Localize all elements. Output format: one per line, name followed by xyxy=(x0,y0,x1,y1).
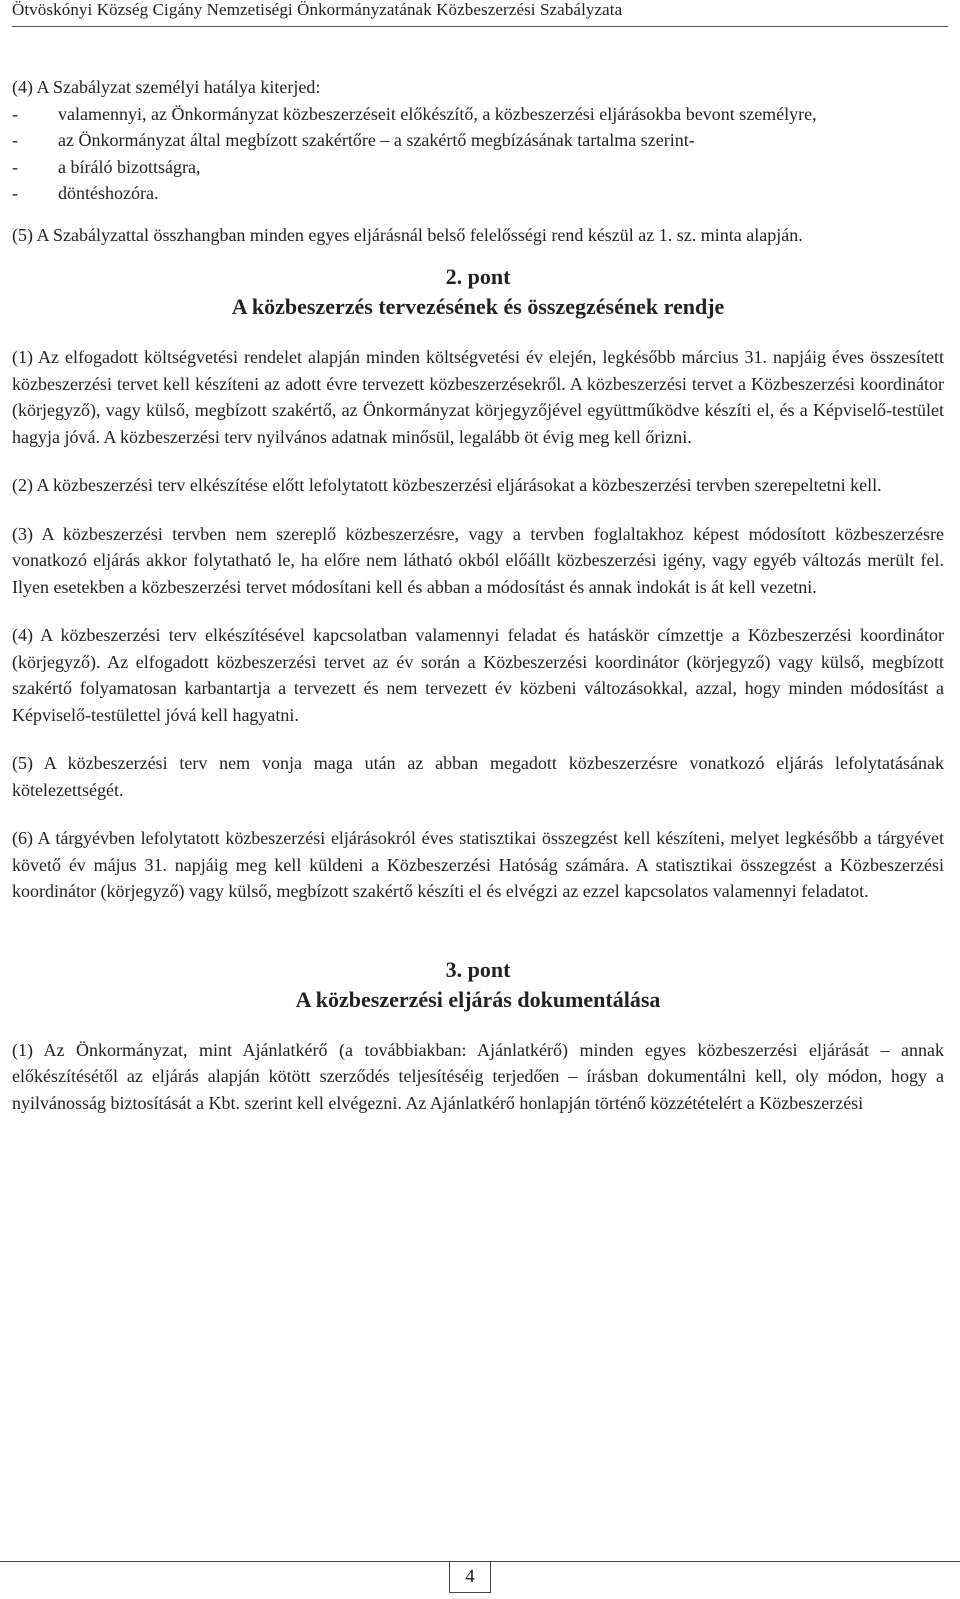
section3-title: A közbeszerzési eljárás dokumentálása xyxy=(295,986,661,1012)
section2-paragraph-4: (4) A közbeszerzési terv elkészítésével kapcsolatban valamennyi feladat és hatáskör címzettje a Közbeszerzési koordinátor (körjegyző). Az elfogadott közbeszerzési tervet az év során a Közbeszerzési koordinátor (körjegyző) vagy külső, megbízott szakértő folyamatosan karbantartja a tervezett és nem tervezett év közbeni változásokkal, azzal, hogy minden módosítást a Képviselő-testülettel jóvá kell hagyatni. xyxy=(12,625,944,725)
dash-bullet: - xyxy=(12,103,18,124)
document-header xyxy=(12,0,948,27)
section1-p5: (5) A Szabályzattal összhangban minden egyes eljárásnál belső felelősségi rend készül az 1. sz. minta alapján. xyxy=(12,224,803,245)
page-footer xyxy=(0,1561,960,1595)
list-item xyxy=(12,180,944,207)
list-item-text: valamennyi, az Önkormányzat közbeszerzéseit előkészítő, a közbeszerzési eljárásokba bevont személyre, xyxy=(58,103,817,124)
section2-number: 2. pont xyxy=(445,264,511,289)
list-item xyxy=(12,101,944,128)
list-item xyxy=(12,154,944,181)
dash-bullet: - xyxy=(12,130,18,150)
list-item-text: az Önkormányzat által megbízott szakértőre – a szakértő megbízásának tartalma szerint- xyxy=(58,130,695,150)
section3-paragraph-1: (1) Az Önkormányzat, mint Ajánlatkérő (a továbbiakban: Ajánlatkérő) minden egyes közbeszerzési eljárását – annak előkészítésétől az eljárás alapján kötött szerződés teljesítéséig terjedően – írásban dokumentálni kell, oly módon, hogy a nyilvánosság biztosítását a Kbt. szerint kell elvégezni. Az Ajánlatkérő honlapján történő közzétételért a Közbeszerzési xyxy=(12,1039,944,1113)
document-body xyxy=(12,74,944,1116)
list-item-text: döntéshozóra. xyxy=(58,183,159,203)
section2-paragraph-5: (5) A közbeszerzési terv nem vonja maga után az abban megadott közbeszerzésre vonatkozó eljárás lefolytatásának kötelezettségét. xyxy=(12,753,944,800)
section2-paragraph-2: (2) A közbeszerzési terv elkészítése előtt lefolytatott közbeszerzési eljárásokat a közbeszerzési tervben szerepeltetni kell. xyxy=(12,475,882,495)
section2-paragraph-3: (3) A közbeszerzési tervben nem szereplő közbeszerzésre, vagy a tervben foglaltakhoz képest módosított közbeszerzésre vonatkozó eljárás akkor folytatható le, ha előre nem látható okból előállt közbeszerzési igény, vagy egyéb változás merült fel. Ilyen esetekben a közbeszerzési tervet módosítani kell és abban a módosítást és annak indokát is át kell vezetni. xyxy=(12,523,944,597)
section1-p4-intro: (4) A Szabályzat személyi hatálya kiterjed: xyxy=(12,77,321,97)
header-title: Ötvöskónyi Község Cigány Nemzetiségi Önkormányzatának Közbeszerzési Szabályzata xyxy=(12,0,623,19)
section3-number: 3. pont xyxy=(445,956,511,982)
list-item xyxy=(12,127,944,154)
page-number: 4 xyxy=(449,1561,491,1593)
section2-title: A közbeszerzés tervezésének és összegzésének rendje xyxy=(231,294,725,319)
section2-paragraph-1: (1) Az elfogadott költségvetési rendelet alapján minden költségvetési év elején, legkésőbb március 31. napjáig éves összesített közbeszerzési tervet kell készíteni az adott évre tervezett közbeszerzésekről. A közbeszerzési tervet a Közbeszerzési koordinátor (körjegyző), vagy külső, megbízott szakértő, az Önkormányzat körjegyzőjével együttműködve készíti el, és a Képviselő-testület hagyja jóvá. A közbeszerzési terv nyilvános adatnak minősül, legalább öt évig meg kell őrizni. xyxy=(12,347,944,447)
dash-bullet: - xyxy=(12,183,18,203)
list-item-text: a bíráló bizottságra, xyxy=(58,156,201,177)
dash-bullet: - xyxy=(12,156,18,177)
section2-paragraph-6: (6) A tárgyévben lefolytatott közbeszerzési eljárásokról éves statisztikai összegzést kell készíteni, melyet legkésőbb a tárgyévet követő év május 31. napjáig meg kell küldeni a Közbeszerzési Hatóság számára. A statisztikai összegzést a Közbeszerzési koordinátor (körjegyző) vagy külső, megbízott szakértő készíti el és elvégzi az ezzel kapcsolatos valamennyi feladatot. xyxy=(12,828,944,901)
